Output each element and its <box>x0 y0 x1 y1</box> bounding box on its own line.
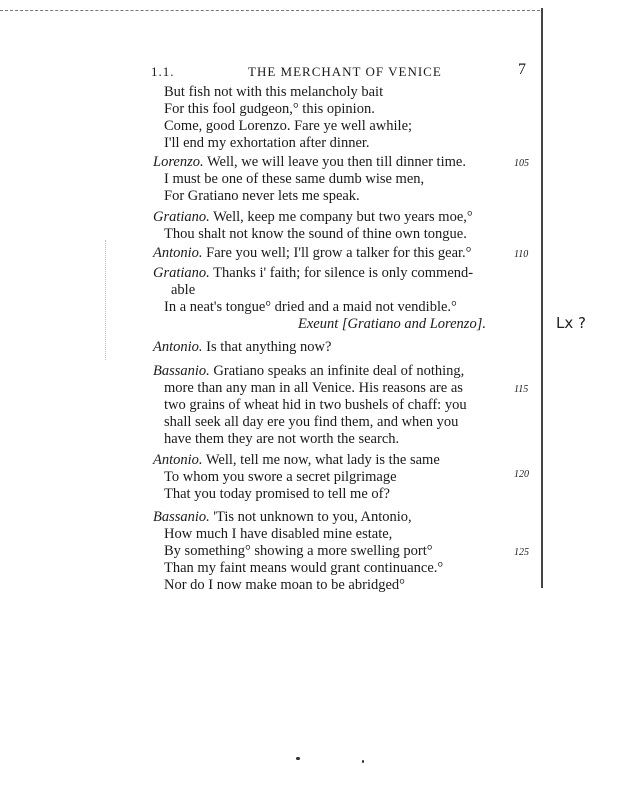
text-line: more than any man in all Venice. His reasons are as <box>164 380 463 396</box>
text-line: Come, good Lorenzo. Fare ye well awhile; <box>164 118 413 134</box>
text-line: shall seek all day ere you find them, and when you <box>164 414 459 430</box>
speech-text: Well, we will leave you then till dinner time. <box>203 154 466 170</box>
speech-line <box>153 245 471 262</box>
text-line: have them they are not worth the search. <box>164 431 400 447</box>
speaker-name: Antonio. <box>153 245 203 261</box>
speech-line <box>153 209 473 226</box>
text-line: By something° showing a more swelling port° <box>164 543 433 559</box>
speaker-name: Gratiano. <box>153 209 210 225</box>
act-scene-ref: 1.1. <box>151 64 175 79</box>
stage-direction <box>298 316 486 333</box>
line-number: 125 <box>514 547 529 558</box>
stage-direction-text: [Gratiano and Lorenzo]. <box>338 316 486 332</box>
speech-text: 'Tis not unknown to you, Antonio, <box>209 509 412 525</box>
speech-text: Fare you well; I'll grow a talker for this gear.° <box>202 245 472 261</box>
text-line: To whom you swore a secret pilgrimage <box>164 469 397 485</box>
speech-line <box>153 265 473 282</box>
text-line: How much I have disabled mine estate, <box>164 526 393 542</box>
speech-text: Is that anything now? <box>202 339 332 355</box>
text-line: Thou shalt not know the sound of thine own tongue. <box>164 226 467 242</box>
text-line: I'll end my exhortation after dinner. <box>164 135 370 151</box>
text-line: But fish not with this melancholy bait <box>164 84 384 100</box>
speaker-name: Antonio. <box>153 452 203 468</box>
text-line: For this fool gudgeon,° this opinion. <box>164 101 375 117</box>
speaker-name: Lorenzo. <box>153 154 204 170</box>
top-dashed-rule <box>0 10 540 11</box>
speech-text: Thanks i' faith; for silence is only commend- <box>209 265 474 281</box>
speech-line <box>153 154 466 171</box>
line-number: 110 <box>514 249 529 260</box>
speech-text: Well, tell me now, what lady is the same <box>202 452 440 468</box>
right-margin-rule <box>541 8 543 588</box>
stage-direction-verb: Exeunt <box>298 316 339 332</box>
text-line: Than my faint means would grant continuance.° <box>164 560 444 576</box>
speech-line <box>153 509 412 526</box>
speech-line <box>153 452 440 469</box>
speech-line <box>153 339 331 356</box>
scan-speck <box>362 760 364 763</box>
line-number: 120 <box>514 469 529 480</box>
line-number: 115 <box>514 384 529 395</box>
handwritten-margin-note: Lx ? <box>556 314 586 332</box>
page-number: 7 <box>518 61 526 78</box>
speaker-name: Bassanio. <box>153 509 210 525</box>
text-line: able <box>171 282 196 298</box>
speaker-name: Antonio. <box>153 339 203 355</box>
text-line: For Gratiano never lets me speak. <box>164 188 360 204</box>
text-line: In a neat's tongue° dried and a maid not vendible.° <box>164 299 457 315</box>
left-faint-rule <box>105 240 107 360</box>
text-line: I must be one of these same dumb wise men, <box>164 171 425 187</box>
page-running-title: THE MERCHANT OF VENICE <box>248 64 442 79</box>
text-line: two grains of wheat hid in two bushels of chaff: you <box>164 397 467 413</box>
speech-line <box>153 363 464 380</box>
speech-text: Gratiano speaks an infinite deal of nothing, <box>209 363 465 379</box>
text-line: That you today promised to tell me of? <box>164 486 390 502</box>
scan-speck <box>296 757 300 760</box>
speech-text: Well, keep me company but two years moe,° <box>209 209 473 225</box>
line-number: 105 <box>514 158 529 169</box>
speaker-name: Bassanio. <box>153 363 210 379</box>
speaker-name: Gratiano. <box>153 265 210 281</box>
text-line: Nor do I now make moan to be abridged° <box>164 577 405 593</box>
